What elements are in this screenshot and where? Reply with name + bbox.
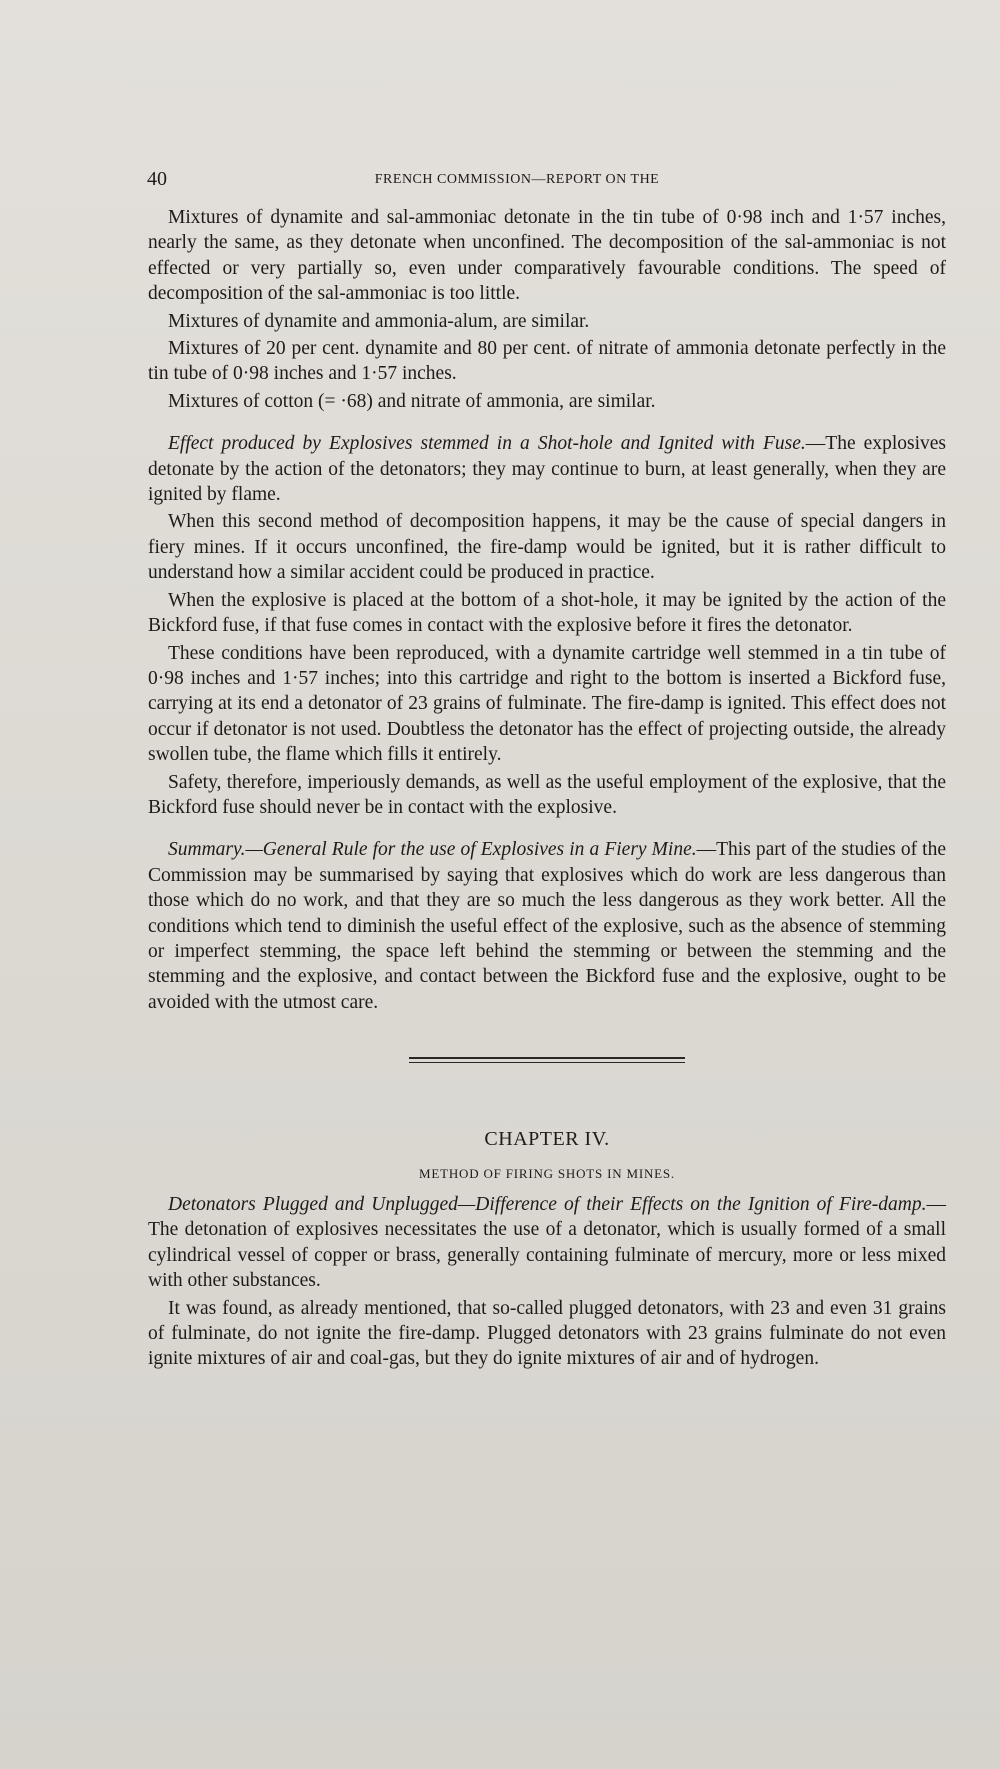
page-number: 40 [147, 168, 167, 190]
paragraph-summary [148, 837, 946, 1015]
page-header [147, 168, 887, 198]
section-divider [409, 1057, 685, 1063]
paragraph-conditions-reproduced: These conditions have been reproduced, with a dynamite cartridge well stemmed in a tin tube of 0·98 inches and 1·57 inches; into this cartridge and right to the bottom is inserted a Bickford fuse, carrying at its end a detonator of 23 grains of fulminate. The fire-damp is ignited. This effect does not occur if detonator is not used. Doubtless the detonator has the effect of projecting outside, the already swollen tube, the flame which fills it entirely. [148, 642, 946, 766]
effect-lead-text: —The explosives detonate by the action of the detonators; they may continue to burn, at least generally, when they are ignited by flame. [148, 433, 946, 506]
paragraph-shot-hole: When the explosive is placed at the bottom of a shot-hole, it may be ignited by the action of the Bickford fuse, if that fuse comes in contact with the explosive before it fires the detonator. [148, 589, 946, 637]
paragraph-effect-intro [148, 431, 946, 507]
paragraph-ammonia-alum: Mixtures of dynamite and ammonia-alum, are similar. [168, 310, 590, 332]
detonators-lead-text: —The detonation of explosives necessitates the use of a detonator, which is usually formed of a small cylindrical vessel of copper or brass, generally containing fulminate of mercury, more or less mixed with other substances. [148, 1194, 946, 1292]
paragraph-cotton-mixtures: Mixtures of cotton (= ·68) and nitrate of ammonia, are similar. [168, 390, 656, 412]
paragraph-sal-ammoniac: Mixtures of dynamite and sal-ammoniac detonate in the tin tube of 0·98 inch and 1·57 inches, nearly the same, as they detonate when unconfined. The decomposition of the sal-ammoniac is not effected or very partially so, even under comparatively favourable conditions. The speed of decomposition of the sal-ammoniac is too little. [148, 207, 946, 305]
chapter-subtitle: METHOD OF FIRING SHOTS IN MINES. [418, 1165, 675, 1181]
paragraph-plugged-detonators: It was found, as already mentioned, that so-called plugged detonators, with 23 and even 31 grains of fulminate, do not ignite the fire-damp. Plugged detonators with 23 grains fulminate do not even ignite mixtures of air and coal-gas, but they do ignite mixtures of air and of hydrogen. [148, 1297, 946, 1370]
section-heading-summary: Summary.—General Rule for the use of Explosives in a Fiery Mine. [168, 839, 697, 861]
paragraph-second-method: When this second method of decomposition happens, it may be the cause of special dangers in fiery mines. If it occurs unconfined, the fire-damp would be ignited, but it is rather difficult to understand how a similar accident could be produced in practice. [148, 511, 946, 584]
chapter-title: CHAPTER IV. [484, 1128, 610, 1151]
summary-lead-text: —This part of the studies of the Commission may be summarised by saying that explosives which do work are less dangerous than those which do no work, and that they are so much the less dangerous as they work better. All the conditions which tend to diminish the useful effect of the explosive, such as the absence of stemming or imperfect stemming, the space left behind the stemming or between the stemming and the stemming and the explosive, and contact between the Bickford fuse and the explosive, ought to be avoided with the utmost care. [148, 839, 946, 1013]
section-heading-detonators: Detonators Plugged and Unplugged—Difference of their Effects on the Ignition of Fire-damp. [168, 1194, 927, 1215]
paragraph-nitrate-of-ammonia: Mixtures of 20 per cent. dynamite and 80 per cent. of nitrate of ammonia detonate perfectly in the tin tube of 0·98 inches and 1·57 inches. [148, 338, 946, 385]
body-text [148, 205, 946, 1372]
running-title: FRENCH COMMISSION—REPORT ON THE [374, 172, 660, 187]
paragraph-detonators-intro [148, 1192, 946, 1294]
section-heading-effect: Effect produced by Explosives stemmed in a Shot-hole and Ignited with Fuse. [168, 433, 806, 455]
paragraph-safety: Safety, therefore, imperiously demands, as well as the useful employment of the explosive, that the Bickford fuse should never be in contact with the explosive. [148, 771, 946, 818]
